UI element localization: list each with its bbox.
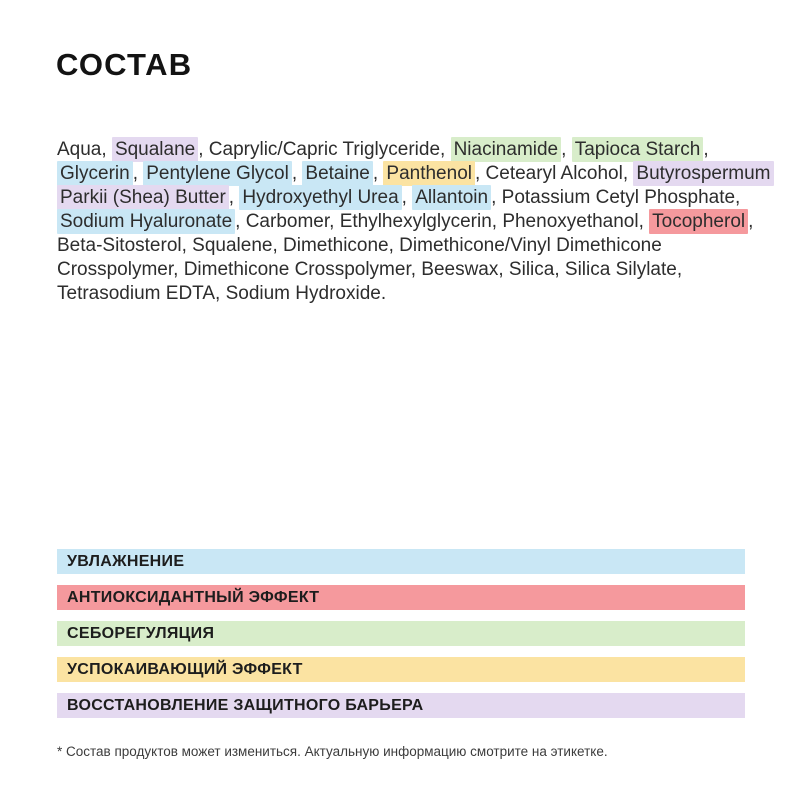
ingredient-text: ,: [748, 211, 754, 232]
ingredient-text: Tetrasodium EDTA, Sodium Hydroxide.: [57, 283, 387, 304]
ingredient-text: ,: [703, 139, 709, 160]
ingredient-highlight-moisturizing: Betaine: [302, 161, 372, 186]
ingredients-line: [57, 282, 757, 306]
ingredients-paragraph: [57, 138, 771, 306]
ingredient-text: ,: [372, 163, 384, 184]
legend-bar-barrier: [57, 693, 745, 718]
ingredient-highlight-moisturizing: Sodium Hyaluronate: [57, 209, 235, 234]
legend-label: АНТИОКСИДАНТНЫЙ ЭФФЕКТ: [67, 588, 320, 606]
ingredient-text: ,: [132, 163, 144, 184]
ingredient-highlight-moisturizing: Pentylene Glycol: [143, 161, 292, 186]
ingredient-text: Aqua,: [57, 139, 112, 160]
ingredient-text: , Cetearyl Alcohol,: [474, 163, 634, 184]
legend-label: УВЛАЖНЕНИЕ: [67, 552, 185, 570]
legend-bar-sebum: [57, 621, 745, 646]
legend-label: УСПОКАИВАЮЩИЙ ЭФФЕКТ: [67, 660, 303, 678]
ingredient-text: , Caprylic/Capric Triglyceride,: [198, 139, 451, 160]
ingredient-highlight-barrier: Squalane: [112, 137, 198, 162]
ingredient-text: , Potassium Cetyl Phosphate,: [491, 187, 741, 208]
ingredients-line: [57, 138, 757, 162]
ingredient-text: ,: [228, 187, 240, 208]
legend-label: ВОССТАНОВЛЕНИЕ ЗАЩИТНОГО БАРЬЕРА: [67, 696, 424, 714]
ingredient-highlight-barrier: Butyrospermum: [633, 161, 773, 186]
ingredient-highlight-soothing: Panthenol: [383, 161, 475, 186]
footnote: * Состав продуктов может измениться. Актуальную информацию смотрите на этикетке.: [57, 744, 608, 759]
legend-bar-soothing: [57, 657, 745, 682]
ingredient-text: Beta-Sitosterol, Squalene, Dimethicone, Dimethicone/Vinyl Dimethicone: [57, 235, 662, 256]
ingredient-text: ,: [291, 163, 303, 184]
ingredient-highlight-moisturizing: Glycerin: [57, 161, 133, 186]
ingredient-highlight-sebum: Tapioca Starch: [572, 137, 704, 162]
ingredients-line: [57, 186, 757, 210]
ingredients-line: [57, 162, 771, 186]
page-title: СОСТАВ: [56, 47, 193, 82]
legend-label: СЕБОРЕГУЛЯЦИЯ: [67, 624, 215, 642]
ingredient-highlight-moisturizing: Allantoin: [412, 185, 491, 210]
ingredient-text: Crosspolymer, Dimethicone Crosspolymer, Beeswax, Silica, Silica Silylate,: [57, 259, 683, 280]
ingredient-highlight-barrier: Parkii (Shea) Butter: [57, 185, 229, 210]
legend-bar-moisturizing: [57, 549, 745, 574]
ingredient-highlight-moisturizing: Hydroxyethyl Urea: [239, 185, 401, 210]
ingredient-text: ,: [561, 139, 572, 160]
ingredient-highlight-sebum: Niacinamide: [451, 137, 562, 162]
legend: [57, 549, 745, 729]
legend-bar-antioxidant: [57, 585, 745, 610]
ingredient-text: , Carbomer, Ethylhexylglycerin, Phenoxyethanol,: [235, 211, 650, 232]
ingredient-highlight-antioxidant: Tocopherol: [649, 209, 748, 234]
ingredients-line: [57, 234, 757, 258]
ingredients-line: [57, 258, 757, 282]
ingredient-text: ,: [401, 187, 413, 208]
ingredients-line: [57, 210, 757, 234]
